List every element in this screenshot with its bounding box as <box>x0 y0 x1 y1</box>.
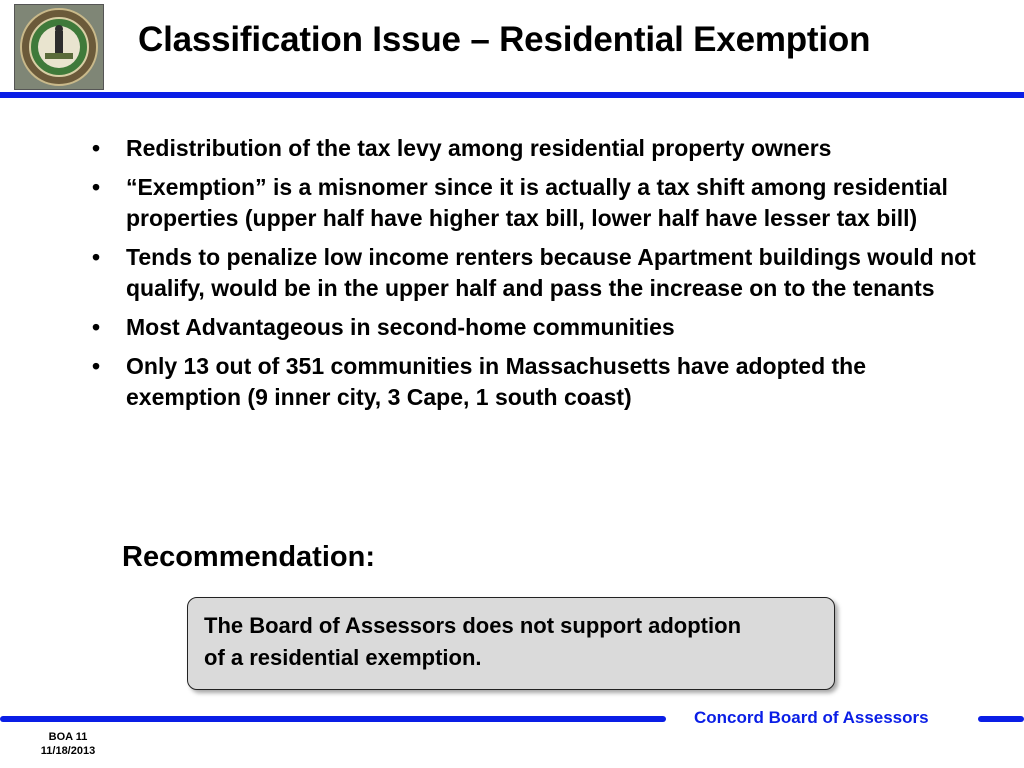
bullet-icon: • <box>91 353 101 379</box>
slide-title: Classification Issue – Residential Exemption <box>138 20 871 59</box>
bullet-icon: • <box>91 174 101 200</box>
bullet-text: Most Advantageous in second-home communities <box>126 314 675 340</box>
bullet-text: Only 13 out of 351 communities in Massachusetts have adopted the exemption (9 inner city, 3 Cape, 1 south coast) <box>126 353 867 410</box>
footer-divider-left <box>0 716 666 722</box>
bullet-text: Tends to penalize low income renters because Apartment buildings would not qualify, would be in the upper half and pass the increase on to the tenants <box>126 244 976 301</box>
bullet-icon: • <box>91 244 101 270</box>
slide-code: BOA 11 <box>48 731 88 743</box>
footer-divider-right <box>978 716 1024 722</box>
bullet-item <box>86 172 986 234</box>
slide-date: 11/18/2013 <box>40 745 96 757</box>
town-seal-icon <box>15 5 103 89</box>
recommendation-text: The Board of Assessors does not support adoption of a residential exemption. <box>204 613 742 670</box>
bullet-icon: • <box>91 135 101 161</box>
recommendation-box <box>187 597 835 690</box>
bullet-text: Redistribution of the tax levy among residential property owners <box>126 135 832 161</box>
title-divider <box>0 92 1024 98</box>
bullet-item <box>86 351 986 413</box>
town-seal-logo <box>14 4 104 90</box>
footer-organization: Concord Board of Assessors <box>694 708 929 727</box>
bullet-text: “Exemption” is a misnomer since it is actually a tax shift among residential properties (upper half have higher tax bill, lower half have lesser tax bill) <box>126 174 948 231</box>
bullet-item <box>86 312 986 343</box>
bullet-item <box>86 242 986 304</box>
bullet-item <box>86 133 986 164</box>
recommendation-heading: Recommendation: <box>122 541 375 573</box>
bullet-icon: • <box>91 314 101 340</box>
bullet-list <box>86 133 986 421</box>
